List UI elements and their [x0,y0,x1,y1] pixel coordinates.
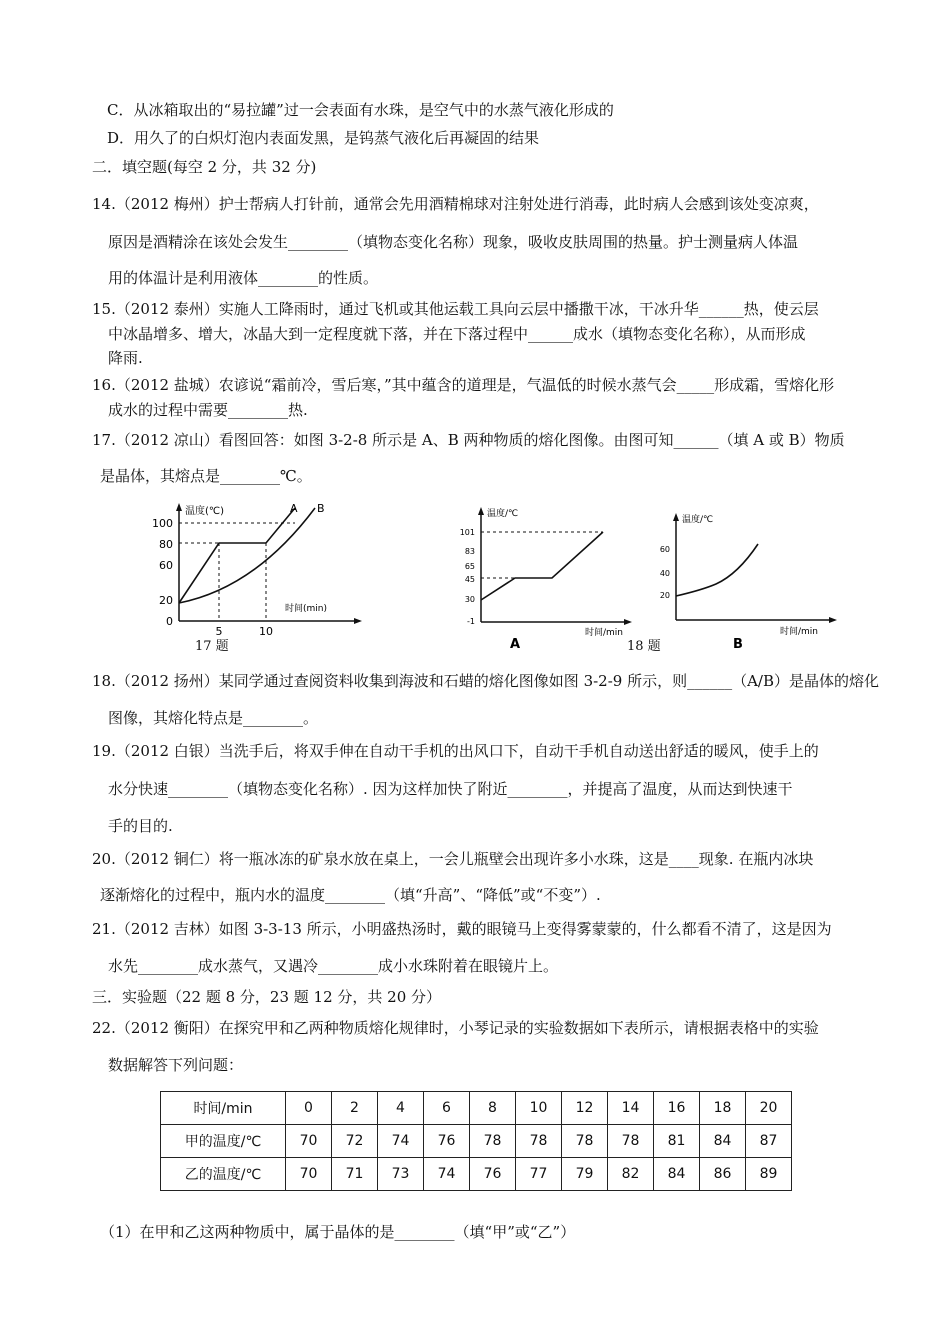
q20-line2: 逐渐熔化的过程中，瓶内水的温度________（填“升高”、“降低”或“不变”）. [100,886,601,904]
fig17-xtick-10: 10 [259,625,273,638]
fig18b-name: B [733,637,743,652]
table-cell: 16 [654,1092,700,1125]
fig18a-x-arrow [624,619,632,625]
table-cell: 78 [608,1125,654,1158]
option-d: D．用久了的白炽灯泡内表面发黑，是钨蒸气液化后再凝固的结果 [107,129,540,147]
q18-line1: 18.（2012 扬州）某同学通过查阅资料收集到海波和石蜡的熔化图像如图 3-2-9 所示，则______（A/B）是晶体的熔化 [92,672,880,690]
section-2-title: 二．填空题(每空 2 分，共 32 分) [92,158,317,176]
q15-line2: 中冰晶增多、增大，冰晶大到一定程度就下落，并在下落过程中______成水（填物态变化名称），从而形成 [108,325,806,343]
fig17-curve-a [179,508,295,603]
q21-line2: 水先________成水蒸气，又遇冷________成小水珠附着在眼镜片上。 [108,957,559,975]
fig17-curve-b [179,508,315,603]
table-cell: 76 [470,1158,516,1191]
figure-18a [455,502,635,656]
q22-sub1: （1）在甲和乙这两种物质中，属于晶体的是________（填“甲”或“乙”） [100,1223,576,1241]
q21-line1: 21.（2012 吉林）如图 3-3-13 所示，小明盛热汤时，戴的眼镜马上变得雾蒙蒙的，什么都看不清了，这是因为 [92,920,832,938]
table-label-yi: 乙的温度/℃ [161,1158,286,1191]
q16-line2: 成水的过程中需要________热. [108,401,308,419]
fig18b-xlabel: 时间/min [780,627,819,637]
fig18a-ytick-65: 65 [464,562,475,571]
table-cell: 6 [424,1092,470,1125]
table-cell: 10 [516,1092,562,1125]
table-cell: 89 [746,1158,792,1191]
q18-line2: 图像，其熔化特点是________。 [108,709,319,727]
table-cell: 84 [654,1158,700,1191]
table-cell: 86 [700,1158,746,1191]
option-c: C．从冰箱取出的“易拉罐”过一会表面有水珠，是空气中的水蒸气液化形成的 [107,101,614,119]
table-cell: 73 [378,1158,424,1191]
table-row-yi [161,1158,792,1191]
fig17-ylabel: 温度(℃) [185,506,225,517]
q19-line2: 水分快速________（填物态变化名称）. 因为这样加快了附近________，并提高了温度，从而达到快速干 [108,780,793,798]
fig18a-name: A [509,637,521,652]
q20-line1: 20.（2012 铜仁）将一瓶冰冻的矿泉水放在桌上，一会儿瓶壁会出现许多小水珠，这是____现象. 在瓶内冰块 [92,850,814,868]
table-cell: 79 [562,1158,608,1191]
data-table [160,1091,792,1191]
fig17-xtick-5: 5 [215,625,223,638]
fig18a-xlabel: 时间/min [585,628,624,638]
table-cell: 20 [746,1092,792,1125]
q16-line1: 16.（2012 盐城）农谚说“霜前冷，雪后寒，”其中蕴含的道理是，气温低的时候水蒸气会_____形成霜，雪熔化形 [92,376,835,394]
table-cell: 82 [608,1158,654,1191]
q22-line1: 22.（2012 衡阳）在探究甲和乙两种物质熔化规律时，小琴记录的实验数据如下表所示，请根据表格中的实验 [92,1019,819,1037]
table-cell: 12 [562,1092,608,1125]
fig18b-ytick-20: 20 [659,591,670,600]
table-header-time: 时间/min [161,1092,286,1125]
table-row-jia [161,1125,792,1158]
fig18b-x-arrow [829,617,837,623]
q19-line3: 手的目的. [108,817,173,835]
table-cell: 84 [700,1125,746,1158]
table-cell: 18 [700,1092,746,1125]
figure-17 [145,498,365,662]
fig18a-ytick-neg1: -1 [467,617,475,626]
table-cell: 77 [516,1158,562,1191]
fig17-ytick-60: 60 [159,559,173,572]
q22-line2: 数据解答下列问题： [108,1056,244,1074]
table-cell: 2 [332,1092,378,1125]
fig18a-curve [481,532,603,600]
table-cell: 74 [378,1125,424,1158]
table-cell: 71 [332,1158,378,1191]
q17-line2: 是晶体，其熔点是________℃。 [100,467,312,485]
fig18b-curve [676,544,758,596]
section-3-title: 三．实验题（22 题 8 分，23 题 12 分，共 20 分） [92,988,442,1006]
table-cell: 70 [286,1158,332,1191]
fig18b-ytick-60: 60 [659,545,670,554]
q14-line1: 14.（2012 梅州）护士帮病人打针前，通常会先用酒精棉球对注射处进行消毒，此时病人会感到该处变凉爽， [92,195,819,213]
table-cell: 81 [654,1125,700,1158]
fig17-ytick-80: 80 [159,538,173,551]
q15-line1: 15.（2012 泰州）实施人工降雨时，通过飞机或其他运载工具向云层中播撒干冰，干冰升华______热，使云层 [92,300,819,318]
fig18a-ytick-45: 45 [464,575,475,584]
fig17-ytick-100: 100 [152,517,173,530]
fig17-x-arrow [354,618,362,624]
table-cell: 76 [424,1125,470,1158]
fig18b-ylabel: 温度/℃ [682,515,714,525]
fig17-xlabel: 时间(min) [285,604,327,614]
table-cell: 4 [378,1092,424,1125]
q15-line3: 降雨. [108,349,143,367]
q14-line3: 用的体温计是利用液体________的性质。 [108,269,379,287]
table-cell: 74 [424,1158,470,1191]
table-cell: 0 [286,1092,332,1125]
table-cell: 87 [746,1125,792,1158]
fig18b-y-arrow [673,513,679,521]
figure-18b [650,508,840,657]
fig17-label-b: B [317,502,325,515]
table-cell: 78 [562,1125,608,1158]
q17-line1: 17.（2012 凉山）看图回答：如图 3-2-8 所示是 A、B 两种物质的熔化图像。由图可知______（填 A 或 B）物质 [92,431,845,449]
table-cell: 8 [470,1092,516,1125]
table-cell: 70 [286,1125,332,1158]
fig18-caption: 18 题 [627,639,661,654]
table-cell: 78 [470,1125,516,1158]
fig18b-ytick-40: 40 [659,569,670,578]
table-cell: 72 [332,1125,378,1158]
q19-line1: 19.（2012 白银）当洗手后，将双手伸在自动干手机的出风口下，自动干手机自动送出舒适的暖风，使手上的 [92,742,819,760]
fig18a-ylabel: 温度/℃ [487,509,519,519]
fig18a-ytick-101: 101 [459,528,475,537]
fig17-caption: 17 题 [195,639,229,654]
fig17-y-arrow [176,503,182,511]
fig17-ytick-0: 0 [166,615,173,628]
fig18a-ytick-30: 30 [464,595,475,604]
fig18a-ytick-83: 83 [464,547,475,556]
q14-line2: 原因是酒精涂在该处会发生________（填物态变化名称）现象，吸收皮肤周围的热量。护士测量病人体温 [108,233,799,251]
fig17-label-a: A [290,502,298,515]
table-cell: 78 [516,1125,562,1158]
table-cell: 14 [608,1092,654,1125]
table-row-time [161,1092,792,1125]
table-label-jia: 甲的温度/℃ [161,1125,286,1158]
fig18a-y-arrow [478,507,484,515]
fig17-ytick-20: 20 [159,594,173,607]
